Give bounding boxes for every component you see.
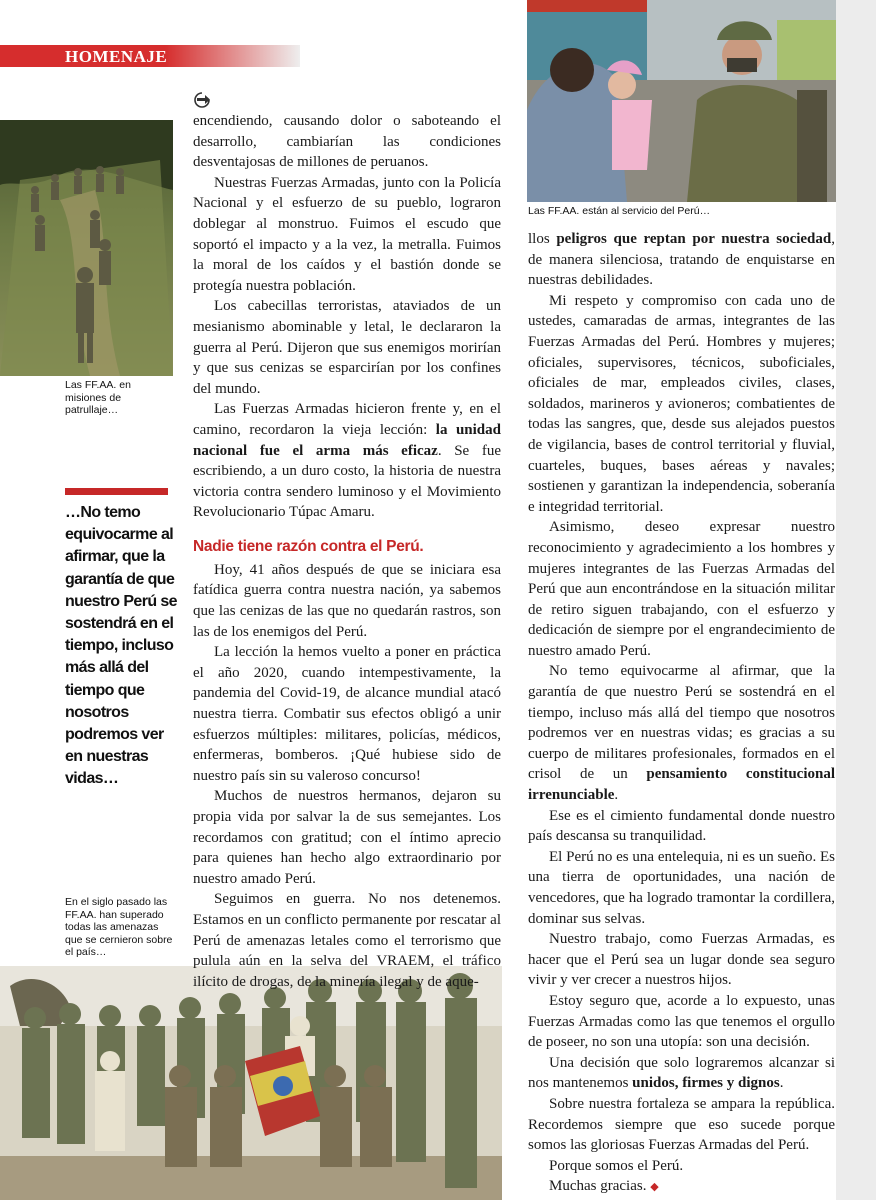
paragraph: La lección la hemos vuelto a poner en práctica el año 2020, cuando intempestivamente, la pandemia del Covid-19, de alcance mundial atacó nuestra tierra. Combatir sus efectos obligó a unir esfuerzos múltiples: militares, policías, médicos, enfermeras, bomberos. ¡Qué hubiese sido de nuestro país sin su valeroso concurso! [193,644,501,784]
article-column-1 [193,111,501,992]
service-photo-caption: Las FF.AA. están al servicio del Perú… [528,205,711,217]
paragraph: Nuestras Fuerzas Armadas, junto con la Policía Nacional y el esfuerzo de su pueblo, lograron doblegar al monstruo. Fuimos el escudo que soportó el impacto y a la vez, la metralla. Fuimos la moral de los caídos y el bastión donde se protegía nuestra población. [193,174,501,294]
paragraph: encendiendo, causando dolor o saboteando el desarrollo, cambiarían las condiciones desventajosas de millones de peruanos. [193,113,501,171]
article-column-2 [528,229,835,1198]
patrol-photo-caption: Las FF.AA. en misiones de patrullaje… [65,379,131,416]
closing-line: Muchas gracias. [549,1178,647,1195]
paragraph: Muchos de nuestros hermanos, dejaron su propia vida por salvar la de sus semejantes. Los recordamos con gratitud; con el íntimo aprecio para quienes han hecho algo extraordinario por nuestro amado Perú. [193,788,501,887]
historic-photo [0,966,502,1200]
paragraph: Asimismo, deseo expresar nuestro reconocimiento y agradecimiento a los hombres y mujeres integrantes de las Fuerzas Armadas del Perú que aun encontrándose en la situación militar de retiro siguen trabajando, con el esfuerzo y dedicación de siempre por el engrandecimiento de nuestro amado Perú. [528,519,835,659]
historic-photo-caption: En el siglo pasado las FF.AA. han superado todas las amenazas que se cernieron sobre el país… [65,896,173,958]
paragraph: Porque somos el Perú. [549,1157,684,1174]
pull-quote: …No temo equivocarme al afirmar, que la garantía de que nuestro Perú se sostendrá en el tiempo, incluso más allá del tiempo que nosotros podremos ver en nuestras vidas… [65,504,177,788]
paragraph: Hoy, 41 años después de que se iniciara esa fatídica guerra contra nuestra nación, ya sabemos que las cenizas de las que no quedarán rastros, son las de los enemigos del Perú. [193,561,501,640]
paragraph [528,1176,835,1198]
continuation-arrow-icon [193,92,211,108]
pull-quote-bar [65,488,168,495]
paragraph-text: . [614,787,619,804]
section-label: HOMENAJE [65,47,168,66]
paragraph: Nuestro trabajo, como Fuerzas Armadas, es hacer que el Perú sea un lugar donde sea seguro vivir y ver crecer a nuestros hijos. [528,931,835,989]
paragraph-text: llos [528,231,557,247]
paragraph [528,1053,835,1094]
paragraph: Mi respeto y compromiso con cada uno de ustedes, camaradas de armas, integrantes de las Fuerzas Armadas del Perú. Hombres y mujeres; oficiales, supervisores, técnicos, suboficiales, oficiales de mar, empleados civiles, clases, soldados, marineros y avioneros; combatientes de todas las sangres, que, desde sus alejados puestos de vigilancia, bases de control territorial y fluvial, cuarteles, buques, bases aéreas y navales; sostienen y garantizan la independencia, soberanía e integridad territorial. [528,292,835,515]
paragraph [193,399,501,523]
end-mark-icon: ◆ [650,1181,659,1194]
bold-phrase: la unidad nacional fue el arma más eficaz [193,421,501,459]
paragraph [528,661,835,805]
paragraph: Ese es el cimiento fundamental donde nuestro país descansa su tranquilidad. [528,807,835,845]
paragraph-text: . Se fue escribiendo, a un duro costo, la historia de nuestra victoria contra sendero luminoso y el Movimiento Revolucionario Túpac Amaru. [193,442,501,521]
paragraph: Seguimos en guerra. No nos detenemos. Estamos en un conflicto permanente por rescatar al Perú de amenazas letales como el terrorismo que pulula aún en la selva del VRAEM, el tráfico ilícito de drogas, de la minería ilegal y de aque- [193,891,501,990]
bold-phrase: peligros que reptan por nuestra sociedad [556,231,832,247]
bold-phrase: pensamiento constitucional irrenunciable [528,766,835,804]
paragraph: El Perú no es una entelequia, ni es un sueño. Es una tierra de oportunidades, una nación de vencedores, que ha logrado tramontar la cordillera, dominar sus selvas. [528,848,835,927]
subheading: Nadie tiene razón contra el Perú. [193,537,424,555]
service-photo [527,0,836,202]
page-edge-strip [836,0,876,1200]
paragraph-text: . [779,1075,784,1092]
paragraph-text: No temo equivocarme al afirmar, que la garantía de que nuestro Perú se sostendrá en el tiempo, incluso más allá del tiempo que nosotros podremos ver en nuestras vidas; es gracias a su cuerpo de militares profesionales, formados en el crisol de un [528,663,835,783]
paragraph-text: , de manera silenciosa, tratando de enquistarse en nuestras debilidades. [528,231,835,289]
paragraph [528,229,835,291]
patrol-photo [0,120,173,376]
bold-phrase: unidos, firmes y dignos [632,1075,780,1092]
paragraph: Estoy seguro que, acorde a lo expuesto, unas Fuerzas Armadas como las que tenemos el orgullo de poseer, no son una utopía: son una decisión. [528,992,835,1051]
paragraph-text: Una decisión que solo lograremos alcanzar si nos mantenemos [528,1054,835,1092]
paragraph-text: Las Fuerzas Armadas hicieron frente y, en el camino, recordaron la vieja lección: [193,401,501,438]
paragraph: Sobre nuestra fortaleza se ampara la república. Recordemos siempre que eso sucede porque somos las gloriosas Fuerzas Armadas del Perú. [528,1095,835,1154]
paragraph: Los cabecillas terroristas, ataviados de un mesianismo abominable y letal, le declararon la guerra al Perú. Dijeron que sus enemigos morirían y que sus cenizas se esparcirían por los confines del mundo. [193,298,501,397]
